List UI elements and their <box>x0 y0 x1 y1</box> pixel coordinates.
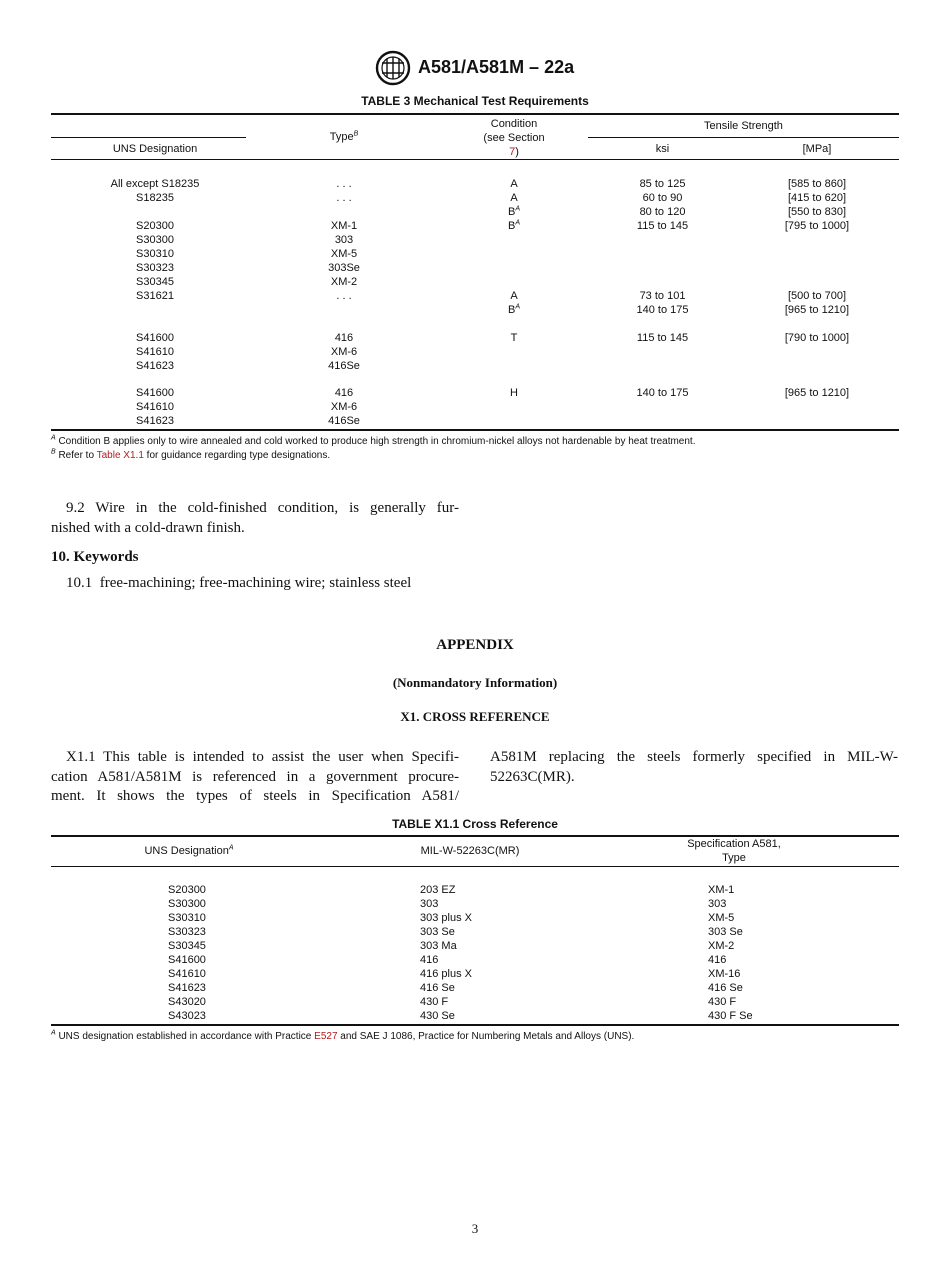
table3-cell-uns: S30323 <box>136 262 174 274</box>
table3-cell-uns: S20300 <box>136 220 174 232</box>
table3-header-mpa: [MPa] <box>802 143 832 155</box>
table3-cell-type: 416 <box>334 332 354 344</box>
table3-header-uns: UNS Designation <box>112 143 198 155</box>
table3-cell-ksi: 140 to 175 <box>636 387 689 399</box>
tablex11-footnote <box>51 1030 634 1043</box>
table3-cell-condition: $B^A$ <box>507 303 520 316</box>
astm-logo-icon <box>375 50 411 86</box>
tablex11-footnote-post: and SAE J 1086, Practice for Numbering Metals and Alloys (UNS). <box>337 1031 635 1042</box>
table3-cell-condition: A <box>510 178 518 190</box>
table3-row <box>0 247 950 261</box>
table-x1-1-link[interactable]: Table X1.1 <box>96 450 144 461</box>
tablex11-cell-uns: S41600 <box>168 954 206 966</box>
document-designation: A581/A581M – 22a <box>418 57 575 77</box>
table3-cell-type: XM-6 <box>330 401 358 413</box>
table3-cell-type: 303Se <box>328 262 360 274</box>
table3-cell-ksi: 140 to 175 <box>636 304 689 316</box>
tablex11-cell-spec: 430 F <box>708 996 737 1008</box>
table3-header-type-sup: B <box>353 130 359 138</box>
tablex11-header-spec-l2: Type <box>722 852 746 864</box>
table3-cell-type: XM-6 <box>330 346 358 358</box>
table3-cell-type: 416Se <box>328 415 360 427</box>
footnote-b-post: for guidance regarding type designations. <box>143 450 331 461</box>
tablex11-footnote-mark: A <box>51 1029 56 1037</box>
tablex11-header-uns-sup: A <box>228 844 234 852</box>
table3-cell-mpa: [415 to 620] <box>787 192 847 204</box>
tablex11-cell-mil: 303 plus X <box>420 912 472 924</box>
tablex11-row <box>0 995 950 1009</box>
tablex11-cell-spec: 416 <box>708 954 727 966</box>
table3-cell-type: 416 <box>334 387 354 399</box>
tablex11-cell-mil: 416 <box>420 954 439 966</box>
tablex11-cell-mil: 303 Ma <box>420 940 457 952</box>
table3-cell-ksi: 73 to 101 <box>639 290 686 302</box>
tablex11-cell-spec: XM-5 <box>708 912 735 924</box>
table3-cell-ksi: 115 to 145 <box>636 220 689 232</box>
table3-cell-uns: S31621 <box>136 290 174 302</box>
tablex11-cell-uns: S30345 <box>168 940 206 952</box>
table3-cell-uns: S41600 <box>136 332 174 344</box>
footnote-b-mark: B <box>51 448 56 456</box>
x11-left-line2: cation A581/A581M is referenced in a government procure- <box>51 768 459 785</box>
tablex11-cell-spec: 303 Se <box>708 926 743 938</box>
tablex11-cell-uns: S43020 <box>168 996 206 1008</box>
x1-heading: X1. CROSS REFERENCE <box>400 709 550 724</box>
tablex11-cell-mil: 430 F <box>420 996 449 1008</box>
table3-row <box>0 205 950 219</box>
table3-row <box>0 414 950 428</box>
tablex11-cell-mil: 203 EZ <box>420 884 456 896</box>
tablex11-header-uns <box>60 844 318 858</box>
table3-cell-type: 303 <box>334 234 354 246</box>
paragraph-x1-1-right <box>490 748 898 787</box>
tablex11-cell-spec: 430 F Se <box>708 1010 753 1022</box>
astm-logo <box>375 50 411 91</box>
tablex11-cell-uns: S41623 <box>168 982 206 994</box>
tablex11-cell-spec: XM-1 <box>708 884 735 896</box>
tablex11-cell-uns: S30300 <box>168 898 206 910</box>
tablex11-cell-mil: 303 Se <box>420 926 455 938</box>
tablex11-header-mil: MIL-W-52263C(MR) <box>420 845 520 857</box>
tablex11-cell-uns: S30310 <box>168 912 206 924</box>
tablex11-cell-spec: 416 Se <box>708 982 743 994</box>
table3-cell-condition: H <box>510 387 518 399</box>
table3-cell-condition: A <box>510 290 518 302</box>
table3-row <box>0 177 950 191</box>
table3-cell-mpa: [585 to 860] <box>787 178 847 190</box>
tablex11-row <box>0 967 950 981</box>
tablex11-row <box>0 1009 950 1023</box>
appendix-subtitle: (Nonmandatory Information) <box>392 675 558 690</box>
tablex11-row <box>0 925 950 939</box>
tablex11-cell-mil: 416 plus X <box>420 968 472 980</box>
x11-left-line1: X1.1 This table is intended to assist the user when Specifi- <box>66 749 459 765</box>
tablex11-title: TABLE X1.1 Cross Reference <box>392 817 558 831</box>
tablex11-cell-spec: 303 <box>708 898 727 910</box>
table3-bottom-rule <box>51 429 899 431</box>
table3-cell-condition: T <box>510 332 518 344</box>
table3-cell-ksi: 60 to 90 <box>642 192 683 204</box>
table3-cell-ksi: 85 to 125 <box>639 178 686 190</box>
table3-cell-mpa: [790 to 1000] <box>784 332 850 344</box>
table3-row <box>0 219 950 233</box>
tablex11-row <box>0 883 950 897</box>
table3-cell-uns: S30310 <box>136 248 174 260</box>
footnote-a-mark: A <box>51 434 56 442</box>
table3-cell-condition: A <box>510 192 518 204</box>
table3-cell-uns: S41600 <box>136 387 174 399</box>
tablex11-bottom-rule <box>51 1024 899 1026</box>
table3-cell-type: . . . <box>336 192 352 204</box>
table3-cell-uns: S30345 <box>136 276 174 288</box>
tablex11-row <box>0 981 950 995</box>
table3-header-type <box>246 130 442 144</box>
table3-cell-type: XM-1 <box>330 220 358 232</box>
table3-header-bottom-rule <box>51 159 899 160</box>
table3-cell-type: XM-2 <box>330 276 358 288</box>
tablex11-cell-spec: XM-16 <box>708 968 741 980</box>
table3-row <box>0 233 950 247</box>
table3-header-condition-close: ) <box>515 146 519 158</box>
table3-row <box>0 386 950 400</box>
table3-row <box>0 261 950 275</box>
p92-line2: nished with a cold-drawn finish. <box>51 519 245 536</box>
table3-cell-type: . . . <box>336 178 352 190</box>
table3-row <box>0 345 950 359</box>
table3-top-rule <box>51 113 899 115</box>
table3-cell-ksi: 115 to 145 <box>636 332 689 344</box>
tablex11-cell-uns: S20300 <box>168 884 206 896</box>
table3-header-condition-l1: Condition <box>490 118 538 130</box>
table3-title: TABLE 3 Mechanical Test Requirements <box>361 94 589 108</box>
table3-row <box>0 331 950 345</box>
table3-cell-mpa: [500 to 700] <box>787 290 847 302</box>
section-10-heading: 10. Keywords <box>51 549 139 565</box>
table3-cell-ksi: 80 to 120 <box>639 206 686 218</box>
table3-tensile-header-rule <box>588 137 899 138</box>
table3-footnote-b <box>51 449 330 462</box>
paragraph-9-2 <box>51 499 459 538</box>
table3-header-condition-l3 <box>444 145 584 159</box>
section-7-link[interactable]: 7 <box>509 146 516 158</box>
tablex11-header-spec-l1: Specification A581, <box>687 838 781 850</box>
tablex11-cell-mil: 416 Se <box>420 982 455 994</box>
table3-cell-type: 416Se <box>328 360 360 372</box>
table3-cell-mpa: [965 to 1210] <box>784 304 850 316</box>
table3-header-ksi: ksi <box>655 143 670 155</box>
tablex11-cell-uns: S43023 <box>168 1010 206 1022</box>
tablex11-cell-uns: S41610 <box>168 968 206 980</box>
tablex11-cell-mil: 430 Se <box>420 1010 455 1022</box>
table3-cell-type: XM-5 <box>330 248 358 260</box>
table3-cell-uns: S41623 <box>136 360 174 372</box>
table3-cell-mpa: [795 to 1000] <box>784 220 850 232</box>
table3-cell-mpa: [965 to 1210] <box>784 387 850 399</box>
table3-row <box>0 191 950 205</box>
table3-cell-uns: S30300 <box>136 234 174 246</box>
tablex11-header-bottom-rule <box>51 866 899 867</box>
table3-cell-uns: S41610 <box>136 401 174 413</box>
e527-link[interactable]: E527 <box>314 1031 338 1042</box>
x11-right-line2: 52263C(MR). <box>490 768 575 785</box>
appendix-title: APPENDIX <box>436 637 514 653</box>
table3-footnote-a <box>51 435 696 448</box>
table3-row <box>0 400 950 414</box>
table3-row <box>0 359 950 373</box>
tablex11-row <box>0 953 950 967</box>
table3-uns-header-rule <box>51 137 246 138</box>
p92-line1: 9.2 Wire in the cold-finished condition, is generally fur- <box>66 500 459 516</box>
footnote-b-pre: Refer to <box>55 450 97 461</box>
x11-right-line1: A581M replacing the steels formerly specified in MIL-W- <box>490 749 898 765</box>
table3-row <box>0 289 950 303</box>
table3-cell-mpa: [550 to 830] <box>787 206 847 218</box>
table3-cell-uns: All except S18235 <box>110 178 200 190</box>
tablex11-row <box>0 939 950 953</box>
tablex11-row <box>0 897 950 911</box>
paragraph-x1-1-left <box>51 748 459 807</box>
table3-cell-condition: $B^A$ <box>507 205 520 218</box>
table3-cell-type: . . . <box>336 290 352 302</box>
table3-row <box>0 275 950 289</box>
tablex11-row <box>0 911 950 925</box>
table3-cell-uns: S41623 <box>136 415 174 427</box>
page-number: 3 <box>471 1221 479 1236</box>
table3-header-condition-l2: (see Section <box>483 132 545 144</box>
table3-cell-uns: S41610 <box>136 346 174 358</box>
table3-header-type-label: Type <box>329 131 354 143</box>
tablex11-footnote-pre: UNS designation established in accordance with Practice <box>55 1031 315 1042</box>
table3-cell-condition: $B^A$ <box>507 219 520 232</box>
tablex11-cell-spec: XM-2 <box>708 940 735 952</box>
tablex11-cell-mil: 303 <box>420 898 439 910</box>
footnote-a-text: Condition B applies only to wire annealed and cold worked to produce high strength in chromium-nickel alloys not hardenable by heat treatment. <box>55 436 696 447</box>
paragraph-10-1: 10.1 free-machining; free-machining wire; stainless steel <box>66 575 412 591</box>
tablex11-cell-uns: S30323 <box>168 926 206 938</box>
x11-left-line3: ment. It shows the types of steels in Specification A581/ <box>51 788 459 804</box>
table3-cell-uns: S18235 <box>136 192 174 204</box>
table3-row <box>0 303 950 317</box>
table3-header-tensile: Tensile Strength <box>704 120 783 132</box>
tablex11-header-uns-label: UNS Designation <box>144 845 229 857</box>
